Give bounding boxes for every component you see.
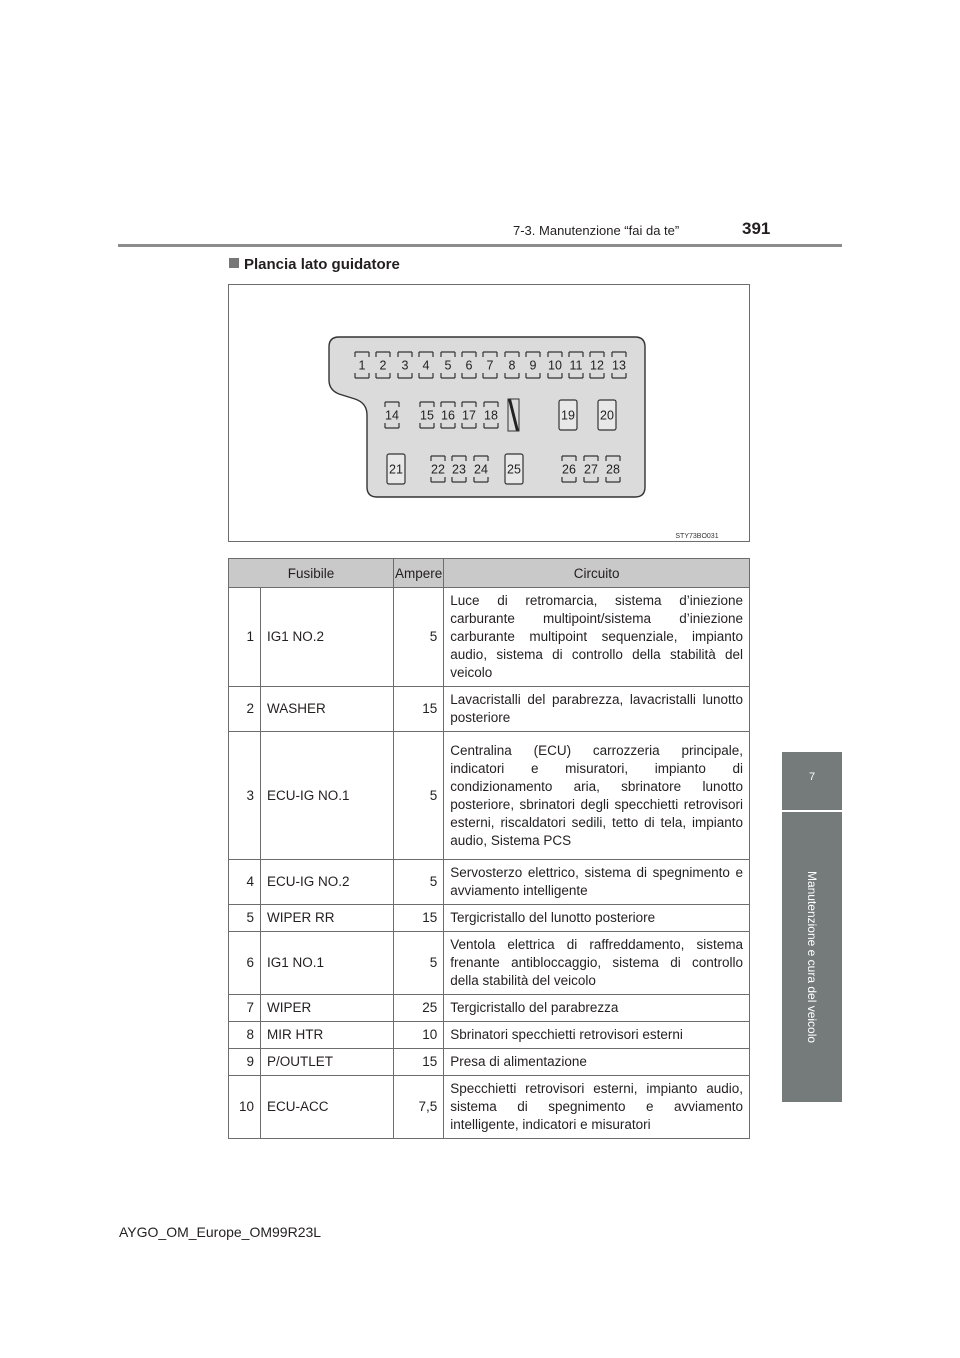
fuse-name-cell: P/OUTLET xyxy=(261,1049,394,1076)
fuse-slot-label: 11 xyxy=(569,358,583,373)
fuse-name-cell: ECU-ACC xyxy=(261,1076,394,1139)
fuse-slot-label: 22 xyxy=(431,462,445,477)
ampere-cell: 7,5 xyxy=(394,1076,444,1139)
table-row xyxy=(229,1076,750,1139)
circuit-cell: Ventola elettrica di raffreddamento, sistema frenante antibloccaggio, sistema di controllo della stabilità del veicolo xyxy=(444,932,750,995)
square-bullet-icon xyxy=(229,258,239,268)
circuit-cell: Presa di alimentazione xyxy=(444,1049,750,1076)
ampere-cell: 5 xyxy=(394,932,444,995)
ampere-cell: 15 xyxy=(394,1049,444,1076)
fuse-slot-label: 17 xyxy=(462,408,476,423)
fuse-number-cell: 5 xyxy=(229,905,261,932)
table-row xyxy=(229,1022,750,1049)
fuse-slot-label: 15 xyxy=(420,408,434,423)
table-row xyxy=(229,905,750,932)
fuse-slot-label: 14 xyxy=(385,408,399,423)
circuit-cell: Centralina (ECU) carrozzeria principale, indicatori e misuratori, impianto di condizionamento aria, sbrinatore lunotto posteriore, sbrinatori degli specchietti retrovisori esterni, riscaldatori sedili, tetto di tela, impianto audio, Sistema PCS xyxy=(444,732,750,860)
circuit-cell: Servosterzo elettrico, sistema di spegnimento e avviamento intelligente xyxy=(444,860,750,905)
fuse-slot-label: 8 xyxy=(508,358,516,373)
fuse-table xyxy=(228,558,750,1139)
table-row xyxy=(229,995,750,1022)
column-header-fusibile: Fusibile xyxy=(229,559,394,588)
fuse-name-cell: ECU-IG NO.2 xyxy=(261,860,394,905)
fuse-slot-label: 13 xyxy=(612,358,626,373)
fuse-slot-label: 9 xyxy=(529,358,537,373)
table-row xyxy=(229,932,750,995)
fuse-slot-label: 27 xyxy=(584,462,598,477)
fuse-slot-label: 26 xyxy=(562,462,576,477)
chapter-number: 7 xyxy=(808,771,816,783)
section-title xyxy=(229,256,400,273)
header-rule xyxy=(118,244,842,247)
column-header-ampere: Ampere xyxy=(394,559,444,588)
fuse-name-cell: ECU-IG NO.1 xyxy=(261,732,394,860)
table-row xyxy=(229,732,750,860)
ampere-cell: 5 xyxy=(394,732,444,860)
fuse-number-cell: 2 xyxy=(229,687,261,732)
fuse-number-cell: 9 xyxy=(229,1049,261,1076)
fuse-slot-label: 21 xyxy=(389,462,403,477)
ampere-cell: 15 xyxy=(394,687,444,732)
fuse-slot-label: 24 xyxy=(474,462,488,477)
diagram-code: STY73BO031 xyxy=(675,533,719,540)
fuse-slot-label: 2 xyxy=(379,358,387,373)
fuse-slot-label: 20 xyxy=(600,408,614,423)
fuse-number-cell: 3 xyxy=(229,732,261,860)
fuse-name-cell: IG1 NO.2 xyxy=(261,588,394,687)
ampere-cell: 5 xyxy=(394,588,444,687)
chapter-label: Manutenzione e cura del veicolo xyxy=(805,870,819,1044)
circuit-cell: Specchietti retrovisori esterni, impianto audio, sistema di spegnimento e avviamento intelligente, indicatori e misuratori xyxy=(444,1076,750,1139)
document-code: AYGO_OM_Europe_OM99R23L xyxy=(119,1224,322,1240)
table-row xyxy=(229,860,750,905)
fuse-slot-label: 6 xyxy=(465,358,473,373)
fuse-slot xyxy=(598,400,616,430)
fuse-number-cell: 8 xyxy=(229,1022,261,1049)
fuse-slot-label: 1 xyxy=(358,358,366,373)
fuse-slot xyxy=(505,454,523,484)
table-row xyxy=(229,1049,750,1076)
circuit-cell: Lavacristalli del parabrezza, lavacristalli lunotto posteriore xyxy=(444,687,750,732)
fuse-slot-label: 18 xyxy=(484,408,498,423)
fuse-number-cell: 6 xyxy=(229,932,261,995)
fuse-slot-label: 28 xyxy=(606,462,620,477)
fuse-slot-label: 4 xyxy=(422,358,430,373)
fuse-name-cell: WASHER xyxy=(261,687,394,732)
ampere-cell: 5 xyxy=(394,860,444,905)
circuit-cell: Sbrinatori specchietti retrovisori esterni xyxy=(444,1022,750,1049)
fuse-name-cell: WIPER xyxy=(261,995,394,1022)
ampere-cell: 15 xyxy=(394,905,444,932)
fuse-box-diagram xyxy=(228,284,750,542)
circuit-cell: Tergicristallo del lunotto posteriore xyxy=(444,905,750,932)
fuse-slot-label: 5 xyxy=(444,358,452,373)
table-row xyxy=(229,687,750,732)
ampere-cell: 10 xyxy=(394,1022,444,1049)
circuit-cell: Luce di retromarcia, sistema d’iniezione carburante multipoint/sistema d’iniezione carburante multipoint sequenziale, impianto audio, sistema di controllo della stabilità del veicolo xyxy=(444,588,750,687)
page-number: 391 xyxy=(742,219,771,238)
table-header-row xyxy=(229,559,750,588)
fuse-name-cell: IG1 NO.1 xyxy=(261,932,394,995)
fuse-number-cell: 4 xyxy=(229,860,261,905)
fuse-slot-label: 23 xyxy=(452,462,466,477)
ampere-cell: 25 xyxy=(394,995,444,1022)
fuse-slot-label: 25 xyxy=(507,462,521,477)
fuse-slot-label: 3 xyxy=(401,358,409,373)
fuse-slot-label: 10 xyxy=(548,358,562,373)
fuse-slot-label: 7 xyxy=(486,358,494,373)
fuse-slot-label: 19 xyxy=(561,408,575,423)
fuse-name-cell: WIPER RR xyxy=(261,905,394,932)
fuse-number-cell: 7 xyxy=(229,995,261,1022)
fuse-slot-label: 16 xyxy=(441,408,455,423)
table-row xyxy=(229,588,750,687)
header-section-title: 7-3. Manutenzione “fai da te” xyxy=(513,223,680,238)
fuse-number-cell: 10 xyxy=(229,1076,261,1139)
fuse-name-cell: MIR HTR xyxy=(261,1022,394,1049)
fuse-slot-label: 12 xyxy=(590,358,604,373)
fuse-slot xyxy=(559,400,577,430)
fuse-box-svg xyxy=(229,285,751,543)
fuse-slot xyxy=(387,454,405,484)
column-header-circuito: Circuito xyxy=(444,559,750,588)
fuse-number-cell: 1 xyxy=(229,588,261,687)
section-title-text: Plancia lato guidatore xyxy=(244,256,400,273)
circuit-cell: Tergicristallo del parabrezza xyxy=(444,995,750,1022)
